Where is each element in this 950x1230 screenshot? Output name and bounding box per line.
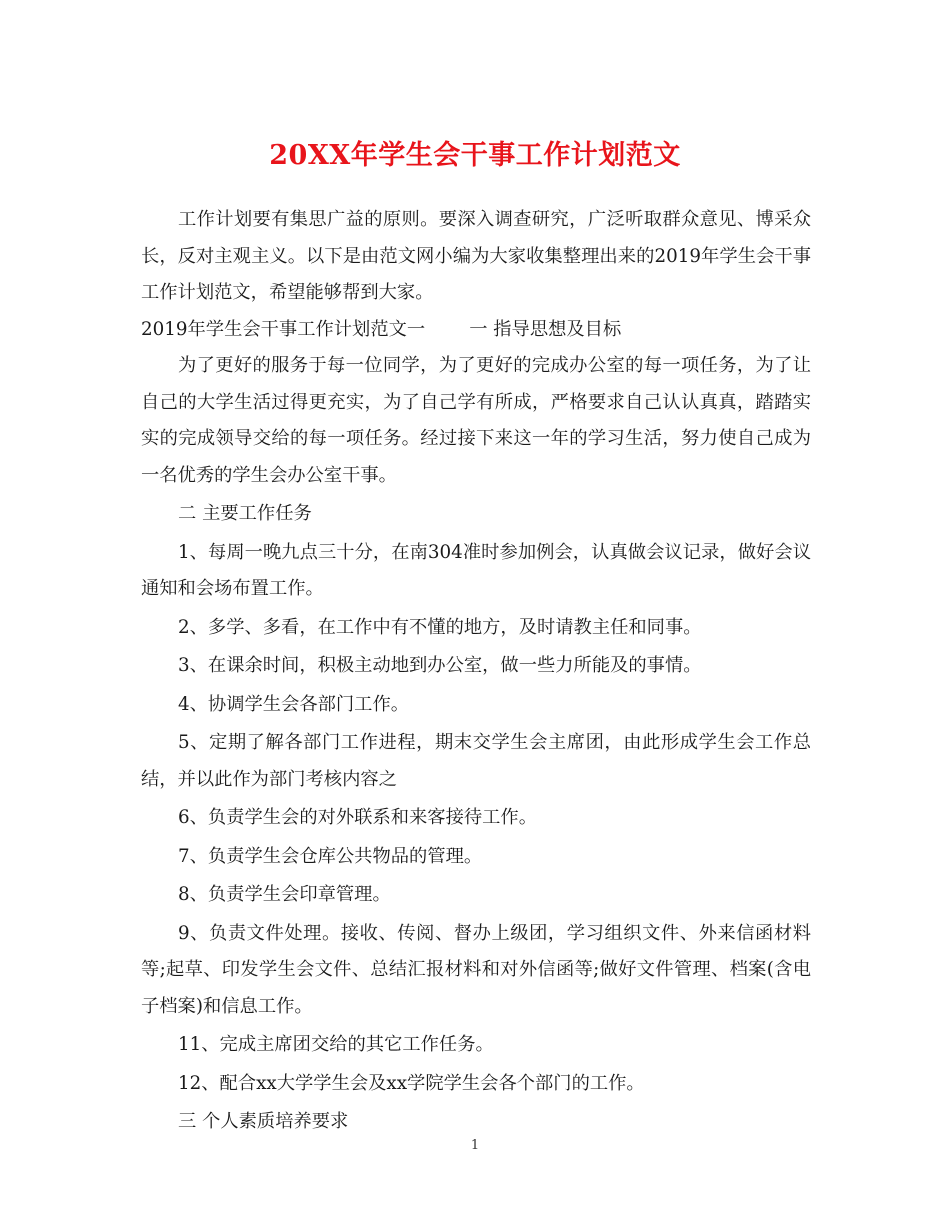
task-item: 3、在课余时间，积极主动地到办公室，做一些力所能及的事情。 <box>178 655 702 676</box>
part-two-heading: 二 主要工作任务 <box>178 503 312 524</box>
section-heading-line <box>141 312 811 349</box>
task-item: 5、定期了解各部门工作进程，期末交学生会主席团，由此形成学生会工作总结，并以此作为部门考核内容之 <box>141 732 811 790</box>
task-item: 8、负责学生会印章管理。 <box>178 884 391 905</box>
task-item: 9、负责文件处理。接收、传阅、督办上级团，学习组织文件、外来信函材料等;起草、印发学生会文件、总结汇报材料和对外信函等;做好文件管理、档案(含电子档案)和信息工作。 <box>141 922 811 1017</box>
guiding-paragraph: 为了更好的服务于每一位同学，为了更好的完成办公室的每一项任务，为了让自己的大学生活过得更充实，为了自己学有所成，严格要求自己认认真真，踏踏实实的完成领导交给的每一项任务。经过接下来这一年的学习生活，努力使自己成为一名优秀的学生会办公室干事。 <box>141 355 811 486</box>
document-title: 20XX年学生会干事工作计划范文 <box>269 140 681 171</box>
page-number: 1 <box>470 1138 480 1153</box>
part-three-heading: 三 个人素质培养要求 <box>178 1111 349 1132</box>
task-item: 2、多学、多看，在工作中有不懂的地方，及时请教主任和同事。 <box>178 616 702 638</box>
task-item: 4、协调学生会各部门工作。 <box>178 693 410 715</box>
intro-paragraph: 工作计划要有集思广益的原则。要深入调查研究，广泛听取群众意见、博采众长，反对主观主义。以下是由范文网小编为大家收集整理出来的2019年学生会干事工作计划范文，希望能够帮到大家。 <box>141 209 811 303</box>
task-item: 1、每周一晚九点三十分，在南304准时参加例会，认真做会议记录，做好会议通知和会场布置工作。 <box>141 541 811 599</box>
task-item: 6、负责学生会的对外联系和来客接待工作。 <box>178 807 537 828</box>
task-item: 11、完成主席团交给的其它工作任务。 <box>178 1034 494 1055</box>
part-one-heading: 一 指导思想及目标 <box>469 318 622 340</box>
document-body <box>141 202 811 1141</box>
task-item: 7、负责学生会仓库公共物品的管理。 <box>178 845 483 867</box>
task-item: 12、配合xx大学学生会及xx学院学生会各个部门的工作。 <box>178 1072 645 1094</box>
doc-label: 2019年学生会干事工作计划范文一 <box>141 318 426 340</box>
